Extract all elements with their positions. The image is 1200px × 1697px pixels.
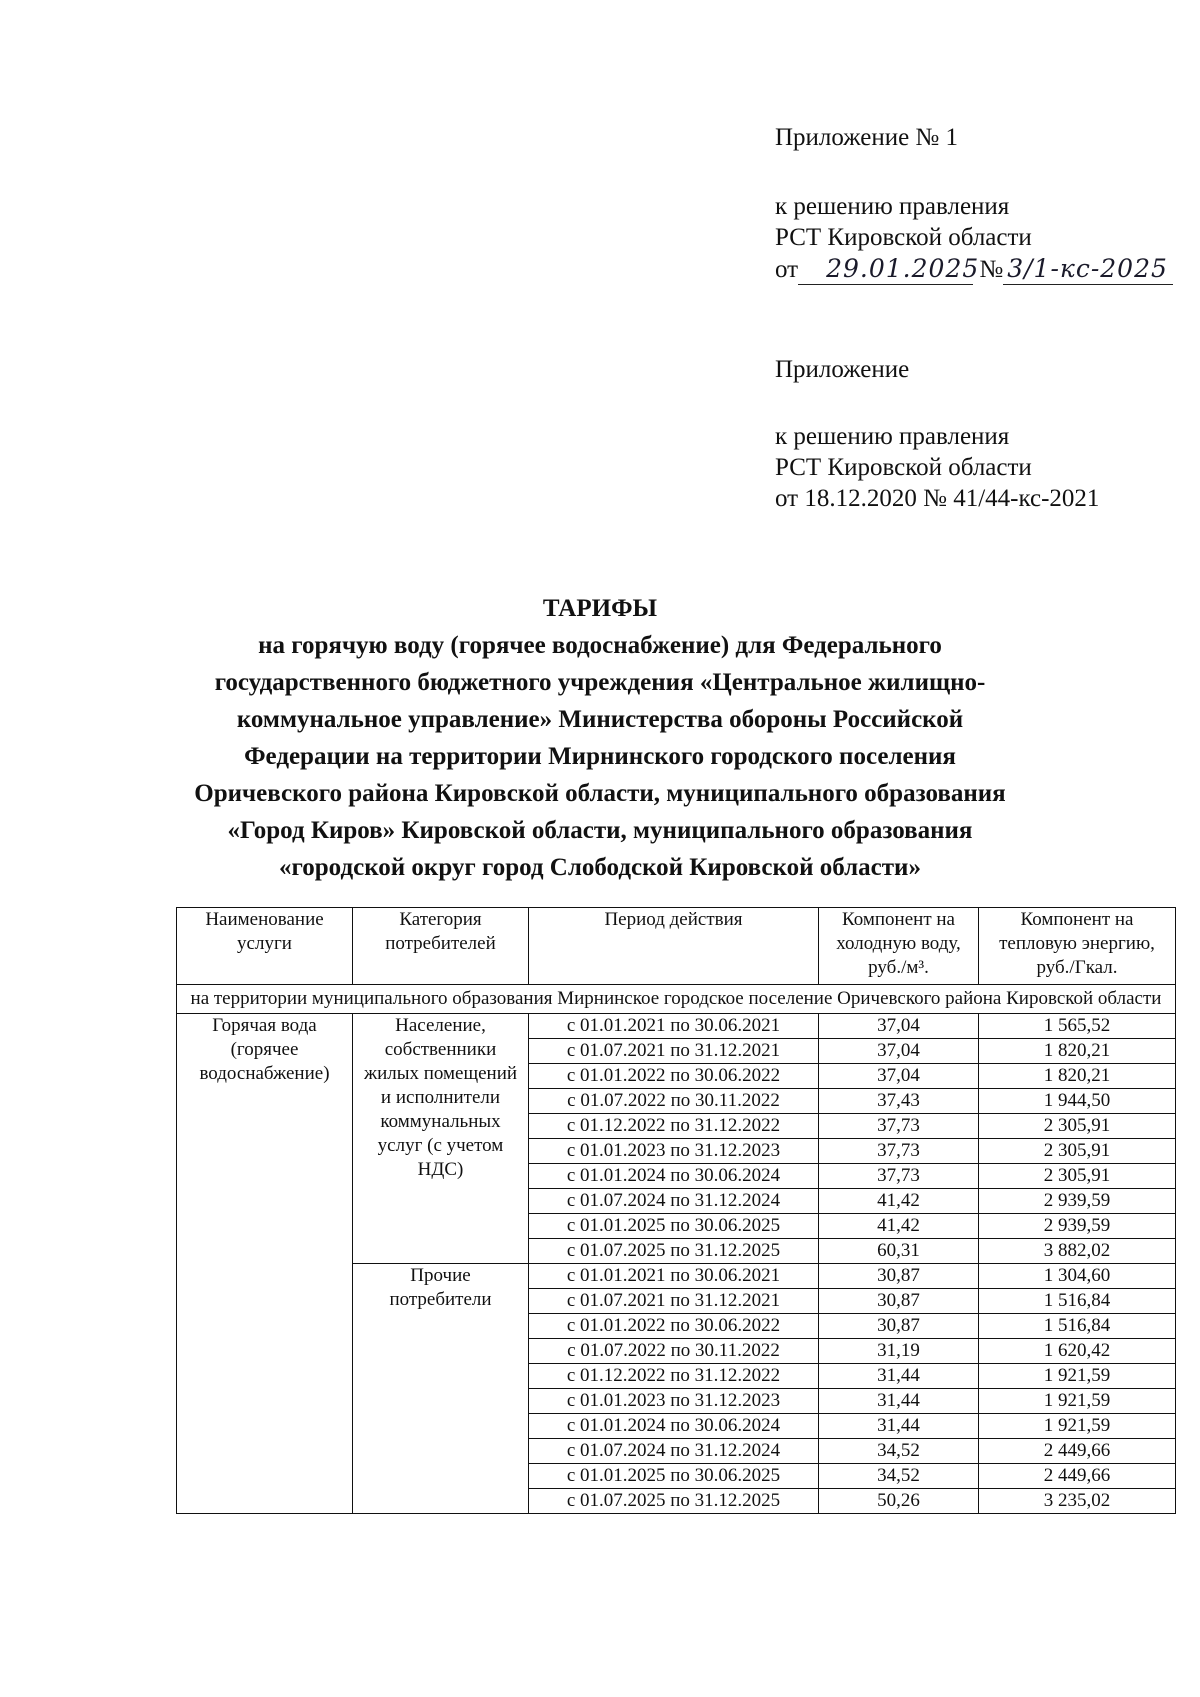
period-cell: с 01.01.2021 по 30.06.2021: [529, 1264, 819, 1289]
handwritten-date: 29.01.2025: [798, 253, 973, 285]
cold-water-cell: 30,87: [819, 1264, 979, 1289]
cold-water-cell: 37,04: [819, 1014, 979, 1039]
document-title: [150, 590, 1050, 886]
period-cell: с 01.07.2024 по 31.12.2024: [529, 1189, 819, 1214]
appendix-2-line: к решению правления: [775, 423, 1010, 450]
appendix-1-date-line: [775, 253, 1173, 285]
appendix-1-header: [775, 122, 1173, 285]
heat-energy-cell: 1 944,50: [979, 1089, 1176, 1114]
period-cell: с 01.07.2021 по 31.12.2021: [529, 1289, 819, 1314]
period-cell: с 01.01.2021 по 30.06.2021: [529, 1014, 819, 1039]
heat-energy-cell: 1 921,59: [979, 1364, 1176, 1389]
period-cell: с 01.01.2022 по 30.06.2022: [529, 1064, 819, 1089]
cold-water-cell: 41,42: [819, 1214, 979, 1239]
period-cell: с 01.01.2023 по 31.12.2023: [529, 1389, 819, 1414]
heat-energy-cell: 2 939,59: [979, 1189, 1176, 1214]
appendix-1-line: РСТ Кировской области: [775, 224, 1032, 251]
cold-water-cell: 37,43: [819, 1089, 979, 1114]
tariff-table: [176, 907, 1176, 1514]
title-line: «городской округ город Слободской Кировской области»: [279, 854, 921, 881]
header-category: Категория потребителей: [353, 908, 529, 985]
period-cell: с 01.07.2025 по 31.12.2025: [529, 1489, 819, 1514]
table-header-row: [177, 908, 1176, 985]
heat-energy-cell: 1 921,59: [979, 1414, 1176, 1439]
heat-energy-cell: 2 449,66: [979, 1439, 1176, 1464]
appendix-1-title: Приложение № 1: [775, 124, 959, 151]
cold-water-cell: 34,52: [819, 1439, 979, 1464]
heat-energy-cell: 1 921,59: [979, 1389, 1176, 1414]
appendix-1-line: к решению правления: [775, 193, 1010, 220]
appendix-2-header: [775, 354, 909, 385]
period-cell: с 01.01.2025 по 30.06.2025: [529, 1214, 819, 1239]
heat-energy-cell: 1 620,42: [979, 1339, 1176, 1364]
title-heading: ТАРИФЫ: [542, 595, 658, 622]
cold-water-cell: 37,73: [819, 1164, 979, 1189]
number-prefix: №: [979, 256, 1004, 283]
appendix-2-line: от 18.12.2020 № 41/44-кс-2021: [775, 485, 1100, 512]
period-cell: с 01.01.2022 по 30.06.2022: [529, 1314, 819, 1339]
heat-energy-cell: 1 516,84: [979, 1289, 1176, 1314]
title-line: государственного бюджетного учреждения «Центральное жилищно-: [214, 669, 986, 696]
cold-water-cell: 37,73: [819, 1139, 979, 1164]
period-cell: с 01.01.2024 по 30.06.2024: [529, 1414, 819, 1439]
table-row: [177, 1014, 1176, 1039]
heat-energy-cell: 1 304,60: [979, 1264, 1176, 1289]
heat-energy-cell: 3 235,02: [979, 1489, 1176, 1514]
cold-water-cell: 30,87: [819, 1289, 979, 1314]
period-cell: с 01.07.2024 по 31.12.2024: [529, 1439, 819, 1464]
heat-energy-cell: 1 516,84: [979, 1314, 1176, 1339]
category-cell: Население, собственники жилых помещений и исполнители коммунальных услуг (с учетом НДС): [353, 1014, 529, 1264]
period-cell: с 01.07.2022 по 30.11.2022: [529, 1089, 819, 1114]
cold-water-cell: 60,31: [819, 1239, 979, 1264]
heat-energy-cell: 1 565,52: [979, 1014, 1176, 1039]
period-cell: с 01.01.2023 по 31.12.2023: [529, 1139, 819, 1164]
cold-water-cell: 37,04: [819, 1064, 979, 1089]
cold-water-cell: 31,44: [819, 1389, 979, 1414]
cold-water-cell: 37,04: [819, 1039, 979, 1064]
cold-water-cell: 31,19: [819, 1339, 979, 1364]
period-cell: с 01.12.2022 по 31.12.2022: [529, 1364, 819, 1389]
heat-energy-cell: 2 939,59: [979, 1214, 1176, 1239]
period-cell: с 01.07.2025 по 31.12.2025: [529, 1239, 819, 1264]
period-cell: с 01.12.2022 по 31.12.2022: [529, 1114, 819, 1139]
period-cell: с 01.01.2024 по 30.06.2024: [529, 1164, 819, 1189]
title-line: Оричевского района Кировской области, муниципального образования: [194, 780, 1006, 807]
table-body: [177, 985, 1176, 1514]
title-line: на горячую воду (горячее водоснабжение) для Федерального: [258, 632, 942, 659]
heat-energy-cell: 1 820,21: [979, 1039, 1176, 1064]
heat-energy-cell: 2 305,91: [979, 1164, 1176, 1189]
service-cell: Горячая вода (горячее водоснабжение): [177, 1014, 353, 1514]
cold-water-cell: 30,87: [819, 1314, 979, 1339]
heat-energy-cell: 1 820,21: [979, 1064, 1176, 1089]
cold-water-cell: 31,44: [819, 1364, 979, 1389]
category-cell: Прочие потребители: [353, 1264, 529, 1514]
cold-water-cell: 31,44: [819, 1414, 979, 1439]
cold-water-cell: 34,52: [819, 1464, 979, 1489]
heat-energy-cell: 3 882,02: [979, 1239, 1176, 1264]
title-line: Федерации на территории Мирнинского городского поселения: [244, 743, 956, 770]
appendix-2-line: РСТ Кировской области: [775, 454, 1032, 481]
header-cold: Компонент на холодную воду, руб./м³.: [819, 908, 979, 985]
handwritten-number: 3/1-кс-2025: [1003, 253, 1173, 285]
title-line: коммунальное управление» Министерства обороны Российской: [236, 706, 964, 733]
cold-water-cell: 41,42: [819, 1189, 979, 1214]
heat-energy-cell: 2 449,66: [979, 1464, 1176, 1489]
header-period: Период действия: [529, 908, 819, 985]
cold-water-cell: 50,26: [819, 1489, 979, 1514]
header-heat: Компонент на тепловую энергию, руб./Гкал.: [979, 908, 1176, 985]
heat-energy-cell: 2 305,91: [979, 1139, 1176, 1164]
date-prefix: от: [775, 256, 799, 283]
period-cell: с 01.07.2022 по 30.11.2022: [529, 1339, 819, 1364]
period-cell: с 01.07.2021 по 31.12.2021: [529, 1039, 819, 1064]
appendix-2-decision: [775, 421, 1099, 514]
cold-water-cell: 37,73: [819, 1114, 979, 1139]
title-line: «Город Киров» Кировской области, муниципального образования: [227, 817, 973, 844]
header-service: Наименование услуги: [177, 908, 353, 985]
zone-label: на территории муниципального образования Мирнинское городское поселение Оричевского района Кировской области: [177, 985, 1176, 1014]
heat-energy-cell: 2 305,91: [979, 1114, 1176, 1139]
period-cell: с 01.01.2025 по 30.06.2025: [529, 1464, 819, 1489]
zone-row: [177, 985, 1176, 1014]
appendix-2-title: Приложение: [775, 356, 910, 383]
